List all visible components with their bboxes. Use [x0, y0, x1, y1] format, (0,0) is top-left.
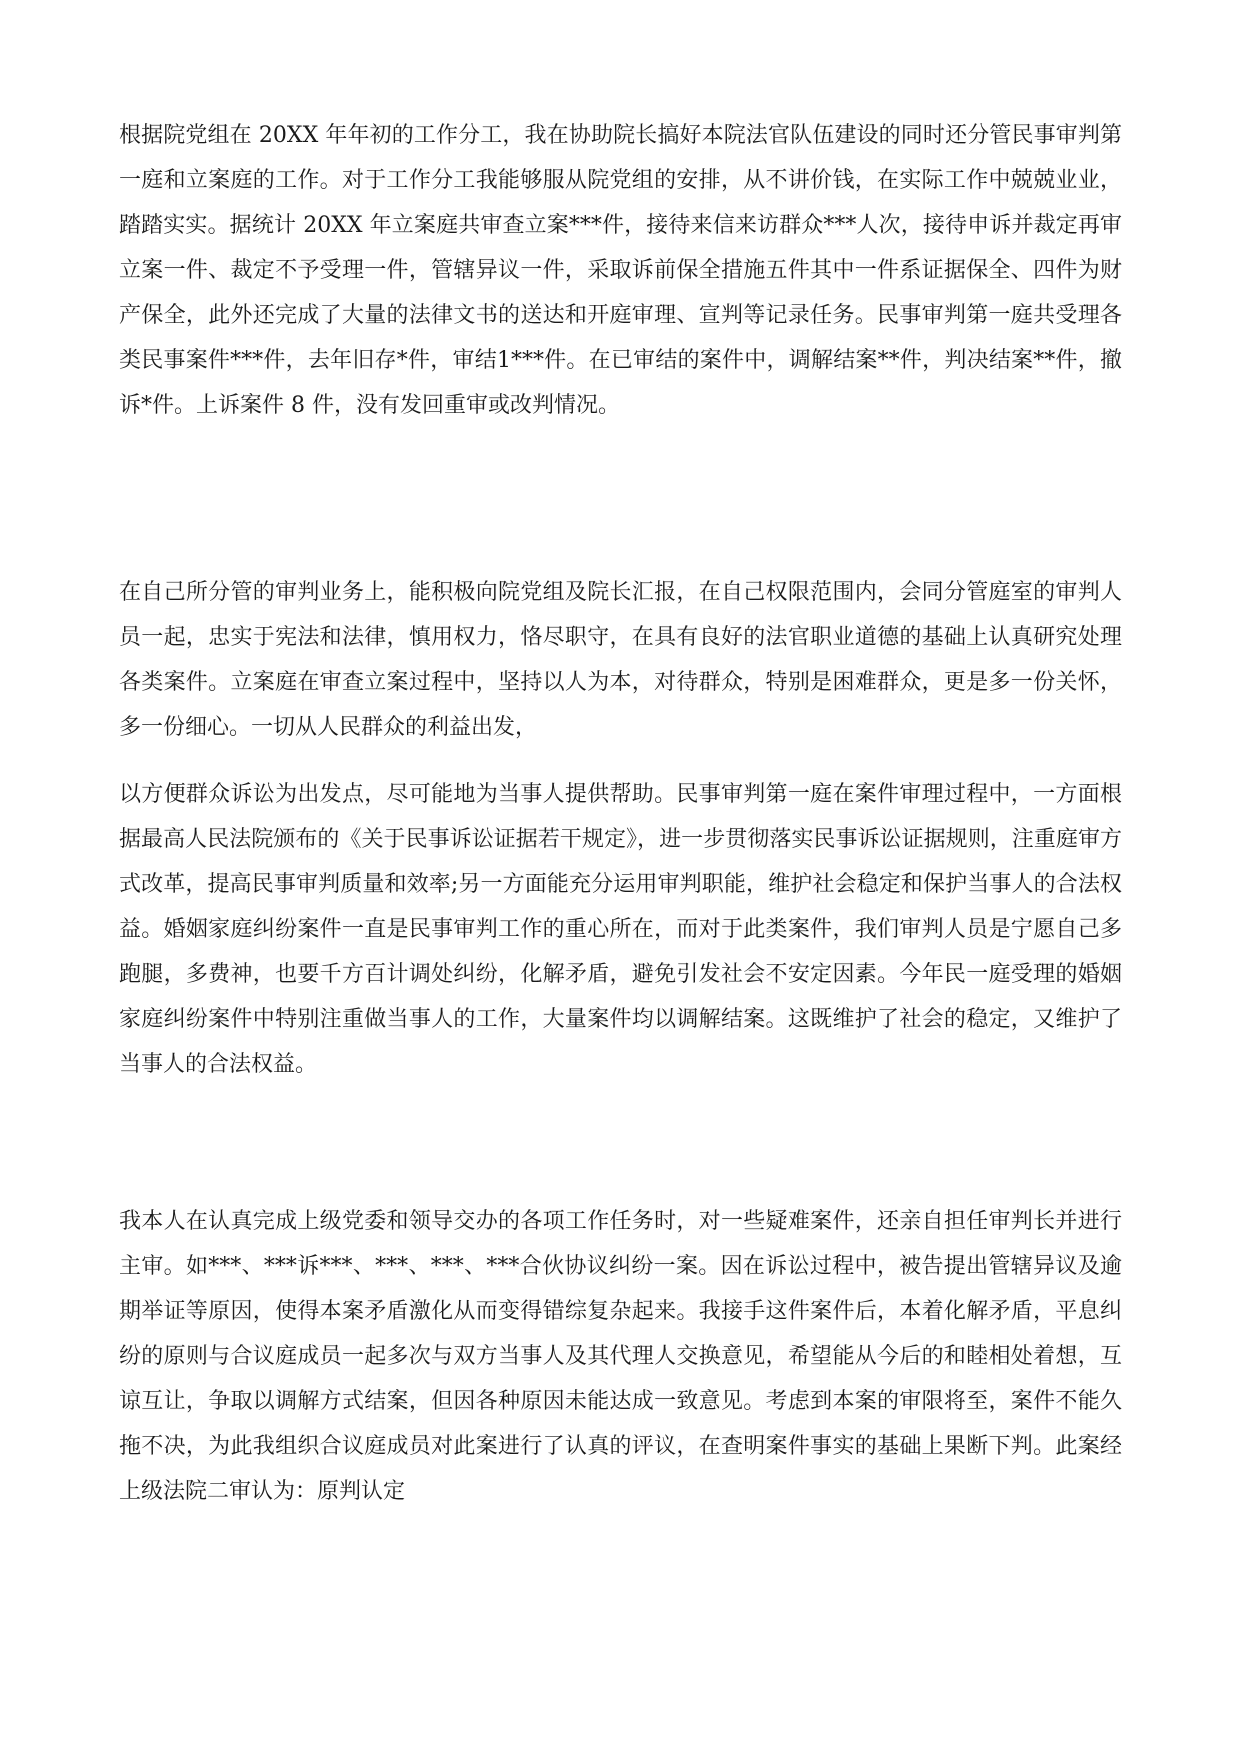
paragraph-2: 在自己所分管的审判业务上，能积极向院党组及院长汇报，在自己权限范围内，会同分管庭室的审判人员一起，忠实于宪法和法律，慎用权力，恪尽职守，在具有良好的法官职业道德的基础上认真研究处理各类案件。立案庭在审查立案过程中，坚持以人为本，对待群众，特别是困难群众，更是多一份关怀，多一份细心。一切从人民群众的利益出发， — [119, 580, 1122, 740]
paragraph-4: 我本人在认真完成上级党委和领导交办的各项工作任务时，对一些疑难案件，还亲自担任审判长并进行主审。如***、***诉***、***、***、***合伙协议纠纷一案。因在诉讼过程中，被告提出管辖异议及逾期举证等原因，使得本案矛盾激化从而变得错综复杂起来。我接手这件案件后，本着化解矛盾，平息纠纷的原则与合议庭成员一起多次与双方当事人及其代理人交换意见，希望能从今后的和睦相处着想，互谅互让，争取以调解方式结案，但因各种原因未能达成一致意见。考虑到本案的审限将至，案件不能久拖不决，为此我组织合议庭成员对此案进行了认真的评议，在查明案件事实的基础上果断下判。此案经上级法院二审认为：原判认定 — [119, 1209, 1122, 1504]
paragraph-3: 以方便群众诉讼为出发点，尽可能地为当事人提供帮助。民事审判第一庭在案件审理过程中，一方面根据最高人民法院颁布的《关于民事诉讼证据若干规定》，进一步贯彻落实民事诉讼证据规则，注重庭审方式改革，提高民事审判质量和效率;另一方面能充分运用审判职能，维护社会稳定和保护当事人的合法权益。婚姻家庭纠纷案件一直是民事审判工作的重心所在，而对于此类案件，我们审判人员是宁愿自己多跑腿，多费神，也要千方百计调处纠纷，化解矛盾，避免引发社会不安定因素。今年民一庭受理的婚姻家庭纠纷案件中特别注重做当事人的工作，大量案件均以调解结案。这既维护了社会的稳定，又维护了当事人的合法权益。 — [119, 782, 1122, 1077]
paragraph-1: 根据院党组在 20XX 年年初的工作分工，我在协助院长搞好本院法官队伍建设的同时还分管民事审判第一庭和立案庭的工作。对于工作分工我能够服从院党组的安排，从不讲价钱，在实际工作中兢兢业业，踏踏实实。据统计 20XX 年立案庭共审查立案***件，接待来信来访群众***人次，接待申诉并裁定再审立案一件、裁定不予受理一件，管辖异议一件，采取诉前保全措施五件其中一件系证据保全、四件为财产保全，此外还完成了大量的法律文书的送达和开庭审理、宣判等记录任务。民事审判第一庭共受理各类民事案件***件，去年旧存*件，审结1***件。在已审结的案件中，调解结案**件，判决结案**件，撤诉*件。上诉案件 8 件，没有发回重审或改判情况。 — [119, 123, 1122, 418]
